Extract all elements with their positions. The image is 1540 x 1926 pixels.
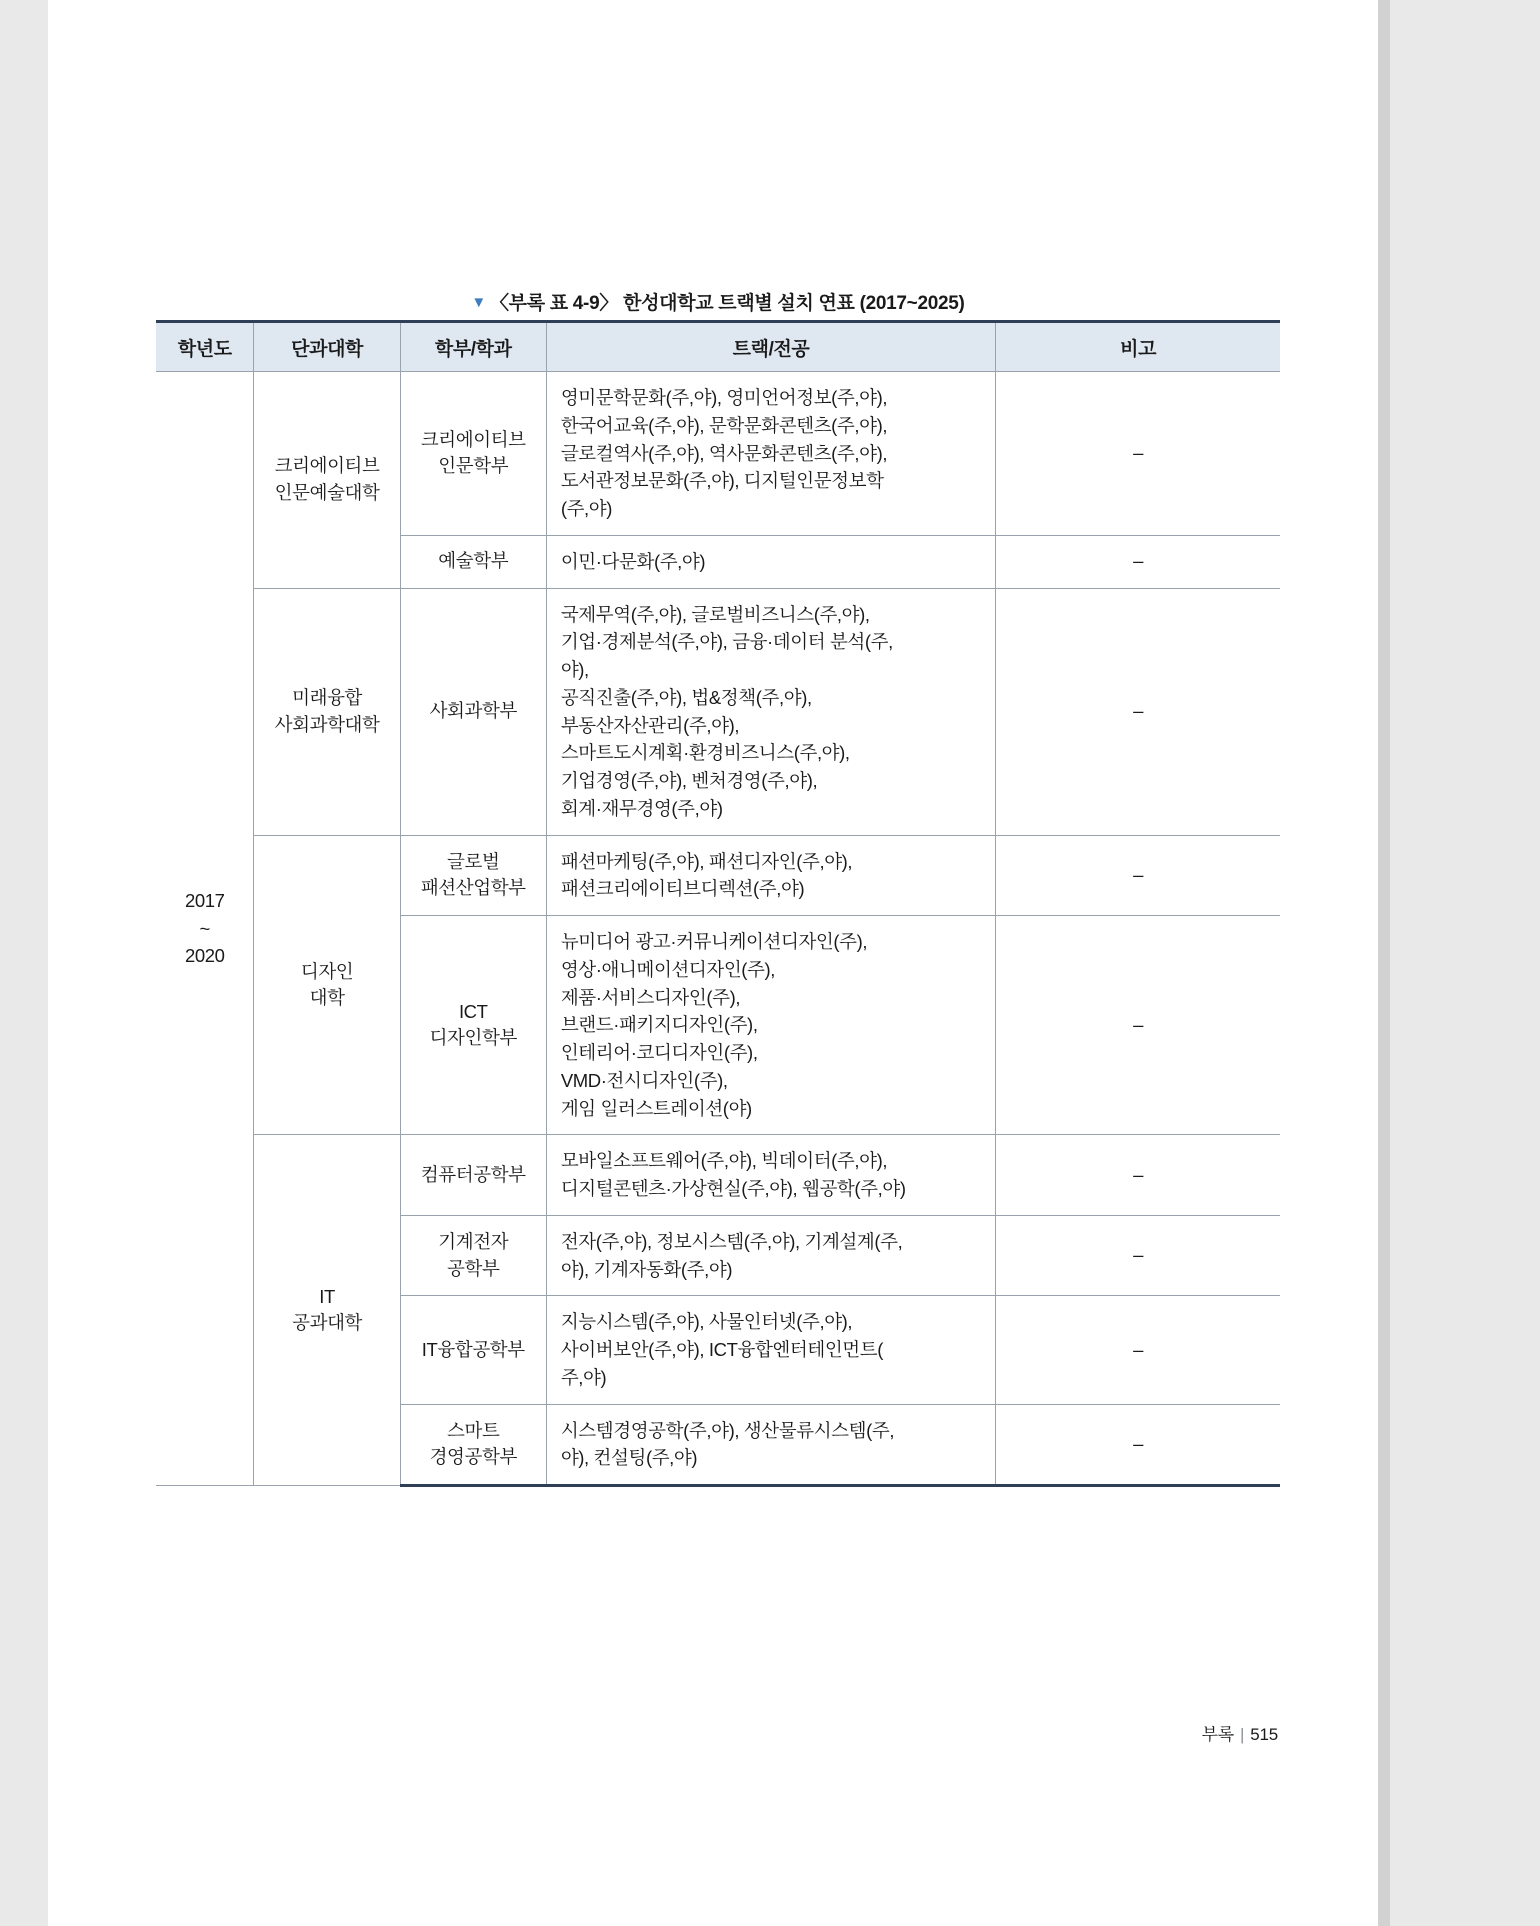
cell-tracks: 시스템경영공학(주,야), 생산물류시스템(주, 야), 컨설팅(주,야) (546, 1404, 995, 1486)
column-header-year: 학년도 (156, 322, 254, 372)
cell-tracks: 영미문학문화(주,야), 영미언어정보(주,야), 한국어교육(주,야), 문학문화콘텐츠(주,야), 글로컬역사(주,야), 역사문화콘텐츠(주,야), 도서관정보문화(주,야), 디지털인문정보학 (주,야) (546, 372, 995, 536)
column-header-track: 트랙/전공 (546, 322, 995, 372)
cell-note: – (996, 535, 1280, 588)
cell-department: 크리에이티브 인문학부 (400, 372, 546, 536)
page-content (48, 0, 1378, 1926)
column-header-college: 단과대학 (254, 322, 400, 372)
cell-note: – (996, 1404, 1280, 1486)
column-header-department: 학부/학과 (400, 322, 546, 372)
cell-note: – (996, 1296, 1280, 1404)
cell-note: – (996, 1135, 1280, 1216)
table-caption (158, 288, 1278, 315)
cell-tracks: 국제무역(주,야), 글로벌비즈니스(주,야), 기업·경제분석(주,야), 금융·데이터 분석(주, 야), 공직진출(주,야), 법&정책(주,야), 부동산자산관리(주,야), 스마트도시계획·환경비즈니스(주,야), 기업경영(주,야), 벤처경영(주,야), 회계·재무경영(주,야) (546, 588, 995, 835)
track-installation-table (156, 320, 1280, 1487)
table-row (156, 588, 1280, 835)
table-row (156, 372, 1280, 536)
cell-note: – (996, 1215, 1280, 1296)
cell-tracks: 이민·다문화(주,야) (546, 535, 995, 588)
cell-department: ICT 디자인학부 (400, 916, 546, 1135)
cell-college: IT 공과대학 (254, 1135, 400, 1486)
document-page (48, 0, 1378, 1926)
table-caption-text: 〈부록 표 4-9〉 한성대학교 트랙별 설치 연표 (2017~2025) (489, 293, 965, 314)
cell-note: – (996, 588, 1280, 835)
cell-tracks: 전자(주,야), 정보시스템(주,야), 기계설계(주, 야), 기계자동화(주,야) (546, 1215, 995, 1296)
footer-label: 부록 (1201, 1725, 1235, 1744)
cell-college: 미래융합 사회과학대학 (254, 588, 400, 835)
cell-note: – (996, 916, 1280, 1135)
cell-tracks: 패션마케팅(주,야), 패션디자인(주,야), 패션크리에이티브디렉션(주,야) (546, 835, 995, 916)
cell-department: 글로벌 패션산업학부 (400, 835, 546, 916)
cell-department: 예술학부 (400, 535, 546, 588)
cell-department: 스마트 경영공학부 (400, 1404, 546, 1486)
page-footer (1202, 1720, 1278, 1745)
cell-college: 디자인 대학 (254, 835, 400, 1135)
cell-tracks: 뉴미디어 광고·커뮤니케이션디자인(주), 영상·애니메이션디자인(주), 제품·서비스디자인(주), 브랜드·패키지디자인(주), 인테리어·코디디자인(주), VMD·전시디자인(주), 게임 일러스트레이션(야) (546, 916, 995, 1135)
cell-department: 컴퓨터공학부 (400, 1135, 546, 1216)
cell-note: – (996, 835, 1280, 916)
triangle-marker-icon: ▼ (471, 294, 486, 311)
cell-department: IT융합공학부 (400, 1296, 546, 1404)
table-body (156, 372, 1280, 1486)
footer-separator: | (1240, 1725, 1245, 1744)
cell-year-range: 2017 ~ 2020 (156, 372, 254, 1486)
cell-department: 기계전자 공학부 (400, 1215, 546, 1296)
cell-college: 크리에이티브 인문예술대학 (254, 372, 400, 589)
column-header-note: 비고 (996, 322, 1280, 372)
cell-tracks: 모바일소프트웨어(주,야), 빅데이터(주,야), 디지털콘텐츠·가상현실(주,야), 웹공학(주,야) (546, 1135, 995, 1216)
cell-note: – (996, 372, 1280, 536)
table-row (156, 835, 1280, 916)
cell-department: 사회과학부 (400, 588, 546, 835)
cell-tracks: 지능시스템(주,야), 사물인터넷(주,야), 사이버보안(주,야), ICT융합엔터테인먼트( 주,야) (546, 1296, 995, 1404)
table-row (156, 1135, 1280, 1216)
page-number: 515 (1250, 1725, 1278, 1744)
table-header (156, 322, 1280, 372)
table-header-row (156, 322, 1280, 372)
